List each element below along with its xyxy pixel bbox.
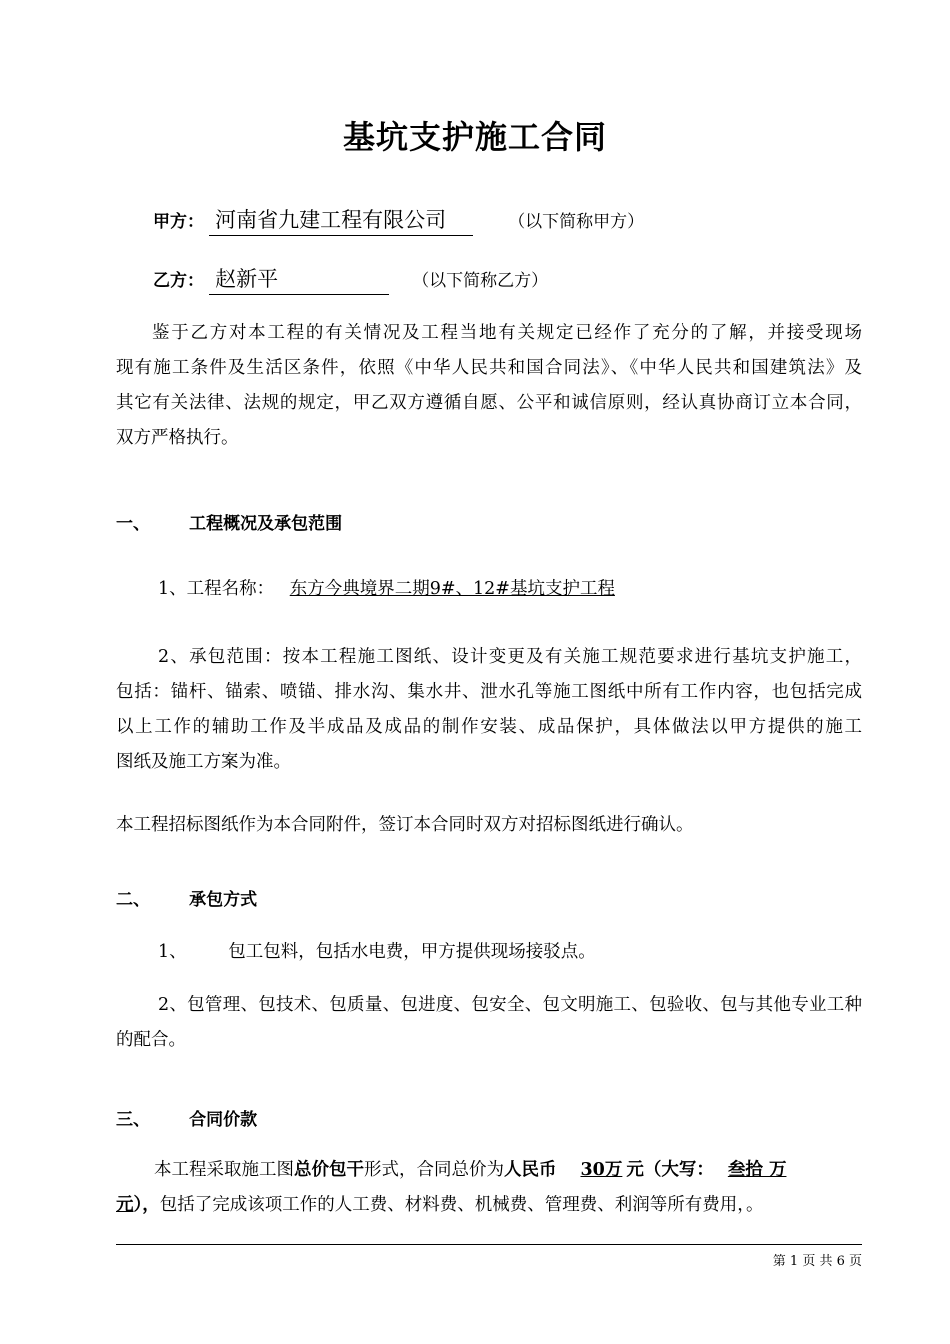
- price-type: 总价包干: [294, 1160, 364, 1180]
- page-number: 第 1 页 共 6 页: [772, 1254, 862, 1269]
- currency-label: 人民币: [504, 1160, 557, 1180]
- party-a-name: 河南省九建工程有限公司: [209, 204, 473, 236]
- section2-heading: [116, 885, 257, 910]
- section2-title: 承包方式: [189, 890, 258, 910]
- price-text: 包括了完成该项工作的人工费、材料费、机械费、管理费、利润等所有费用，。: [159, 1195, 764, 1215]
- scope-line: 图纸及施工方案为准。: [116, 752, 291, 772]
- project-name-label: 1、工程名称：: [158, 579, 275, 599]
- section3-number: 三、: [116, 1110, 150, 1130]
- party-b-note: （以下简称乙方）: [412, 271, 549, 291]
- footer-divider: [116, 1244, 862, 1245]
- party-b-name: 赵新平: [209, 263, 389, 295]
- party-b-row: [153, 263, 548, 295]
- party-b-label: 乙方：: [153, 271, 204, 291]
- section1-number: 一、: [116, 514, 150, 534]
- party-a-note: （以下简称甲方）: [508, 212, 645, 232]
- price-line-2: [116, 1188, 862, 1223]
- scope-line: 以上工作的辅助工作及半成品及成品的制作安装、成品保护，具体做法以甲方提供的施工: [116, 717, 862, 737]
- scope-line: 2、承包范围：按本工程施工图纸、设计变更及有关施工规范要求进行基坑支护施工，: [158, 647, 862, 667]
- contract-title: 基坑支护施工合同: [342, 118, 607, 156]
- price-paragraph: [116, 1153, 862, 1223]
- item2-line: 的配合。: [116, 1030, 186, 1050]
- section3-title: 合同价款: [189, 1110, 258, 1130]
- section1-heading: [116, 509, 342, 534]
- section2-number: 二、: [116, 890, 150, 910]
- intro-paragraph: [116, 316, 862, 456]
- section3-heading: [116, 1105, 257, 1130]
- project-name-value: 东方今典境界二期9#、12#基坑支护工程: [289, 579, 615, 599]
- intro-line: 其它有关法律、法规的规定，甲乙双方遵循自愿、公平和诚信原则，经认真协商订立本合同，: [116, 393, 862, 413]
- price-line-1: [116, 1153, 862, 1188]
- contract-mode-item1: [158, 938, 596, 963]
- party-a-label: 甲方：: [153, 212, 204, 232]
- item1-number: 1、: [158, 942, 187, 962]
- price-text: 本工程采取施工图: [154, 1160, 294, 1180]
- price-amount-uppercase: 叁拾 万: [727, 1160, 787, 1180]
- intro-line: 鉴于乙方对本工程的有关情况及工程当地有关规定已经作了充分的了解，并接受现场: [152, 323, 862, 343]
- party-a-row: [153, 204, 644, 236]
- item2-line: 2、包管理、包技术、包质量、包进度、包安全、包文明施工、包验收、包与其他专业工种: [158, 995, 862, 1015]
- price-amount: 30万: [580, 1160, 623, 1180]
- intro-line: 双方严格执行。: [116, 428, 239, 448]
- scope-paragraph: [116, 640, 862, 780]
- contract-mode-item2: [116, 988, 862, 1058]
- section1-title: 工程概况及承包范围: [189, 514, 343, 534]
- attachment-note-text: 本工程招标图纸作为本合同附件，签订本合同时双方对招标图纸进行确认。: [116, 815, 694, 835]
- item1-text: 包工包料，包括水电费，甲方提供现场接驳点。: [228, 942, 596, 962]
- price-unit: 元: [116, 1195, 134, 1215]
- price-close-paren: ），: [133, 1195, 160, 1215]
- intro-line: 现有施工条件及生活区条件，依照《中华人民共和国合同法》、《中华人民共和国建筑法》及: [116, 358, 862, 378]
- price-uppercase-label: 元（大写：: [626, 1160, 714, 1180]
- scope-line: 包括：锚杆、锚索、喷锚、排水沟、集水井、泄水孔等施工图纸中所有工作内容，也包括完成: [116, 682, 862, 702]
- price-text: 形式，合同总价为: [364, 1160, 504, 1180]
- project-name-row: [158, 575, 615, 600]
- attachment-note: [116, 808, 862, 843]
